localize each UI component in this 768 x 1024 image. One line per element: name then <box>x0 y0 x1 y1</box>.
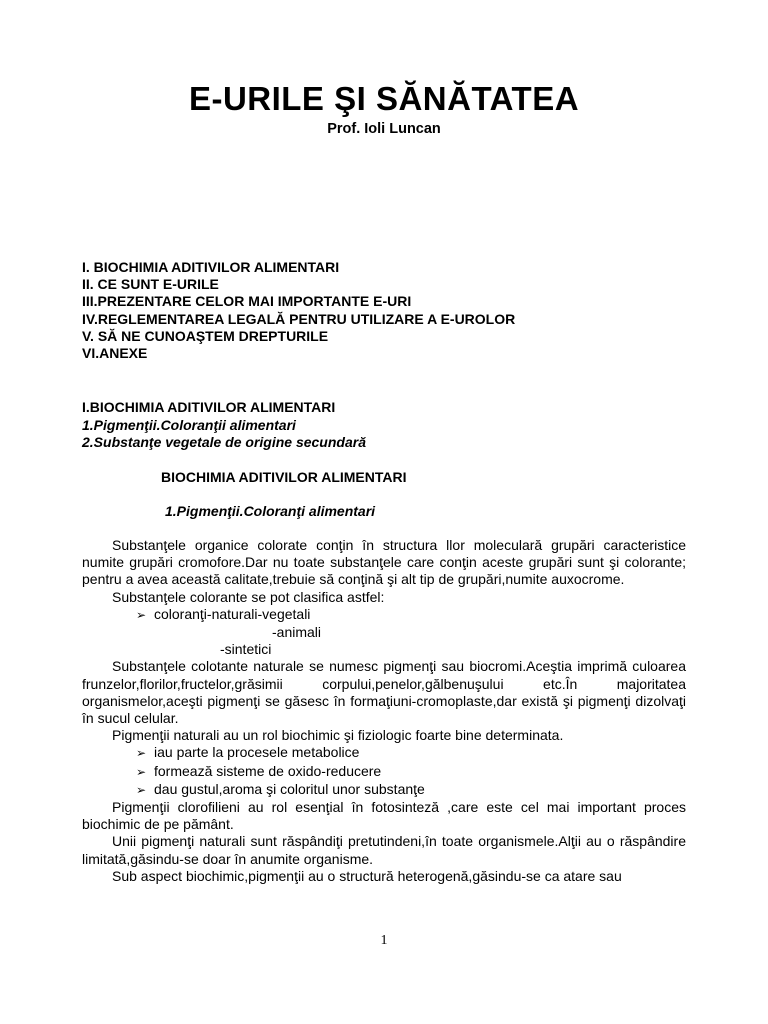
section-outline <box>82 399 702 452</box>
document-title: E-URILE ŞI SĂNĂTATEA <box>188 80 580 117</box>
list-item-text: formează sisteme de oxido-reducere <box>154 762 382 779</box>
paragraph: Substanţele colotante naturale se numesc pigmenţi sau biocromi.Aceştia imprimă culoarea frunzelor,florilor,fructelor,grăsimii corpului,penelor,gălbenuşului etc.În majoritatea organismelor,aceşti pigmenţi se găsesc în formaţiuni-cromoplaste,dar există şi pigmenţi dizolvaţi în sucul celular. <box>82 658 686 727</box>
section-subheading: 1.Pigmenţii.Coloranţii alimentari <box>82 416 296 433</box>
list-item-text: dau gustul,aroma şi coloritul unor substanţe <box>154 780 425 797</box>
table-of-contents <box>82 259 702 362</box>
list-item <box>82 781 686 799</box>
list-item-text: iau parte la procesele metabolice <box>154 744 360 761</box>
list-item <box>82 744 686 762</box>
arrow-bullet-icon: ➢ <box>136 746 147 761</box>
toc-item: III.PREZENTARE CELOR MAI IMPORTANTE E-URI <box>82 293 412 310</box>
toc-item: VI.ANEXE <box>82 345 148 362</box>
paragraph: Unii pigmenţi naturali sunt răspândiţi pretutindeni,în toate organismele.Alţii au o răspândire limitată,găsindu-se doar în anumite organisme. <box>82 833 686 867</box>
arrow-bullet-icon: ➢ <box>136 607 147 622</box>
paragraph: Pigmenţii naturali au un rol biochimic şi fiziologic foarte bine determinata. <box>112 727 564 744</box>
chapter-subheading: 1.Pigmenţii.Coloranţi alimentari <box>165 503 376 519</box>
list-item <box>82 763 686 781</box>
chapter-heading: BIOCHIMIA ADITIVILOR ALIMENTARI <box>161 469 407 485</box>
arrow-bullet-icon: ➢ <box>136 782 147 797</box>
toc-item: II. CE SUNT E-URILE <box>82 276 219 293</box>
list-subitem: -animali <box>272 624 322 641</box>
toc-item: V. SĂ NE CUNOAŞTEM DREPTURILE <box>82 327 329 344</box>
list-item <box>82 606 686 624</box>
body-text <box>82 537 686 885</box>
section-subheading: 2.Substanţe vegetale de origine secundară <box>82 434 366 450</box>
section-heading: I.BIOCHIMIA ADITIVILOR ALIMENTARI <box>82 399 336 415</box>
page-number: 1 <box>380 933 388 948</box>
list-item-text: coloranţi-naturali-vegetali <box>154 605 311 622</box>
paragraph: Substanţele organice colorate conţin în structura llor moleculară grupări caracteristice numite grupări cromofore.Dar nu toate substanţele care conţin aceste grupări sunt şi colorante; pentru a avea această calitate,trebuie să conţină şi alt tip de grupări,numite auxocrome. <box>82 537 686 588</box>
toc-item: I. BIOCHIMIA ADITIVILOR ALIMENTARI <box>82 259 340 275</box>
list-subitem: -sintetici <box>220 641 272 658</box>
arrow-bullet-icon: ➢ <box>136 764 147 779</box>
document-author: Prof. Ioli Luncan <box>327 121 441 137</box>
paragraph: Sub aspect biochimic,pigmenţii au o structură heterogenă,găsindu-se ca atare sau <box>112 867 622 884</box>
paragraph: Pigmenţii clorofilieni au rol esenţial în fotosinteză ,care este cel mai important proces biochimic de pe pământ. <box>82 799 686 833</box>
paragraph: Substanţele colorante se pot clasifica astfel: <box>112 588 385 605</box>
toc-item: IV.REGLEMENTAREA LEGALĂ PENTRU UTILIZARE A E-UROLOR <box>82 310 516 327</box>
